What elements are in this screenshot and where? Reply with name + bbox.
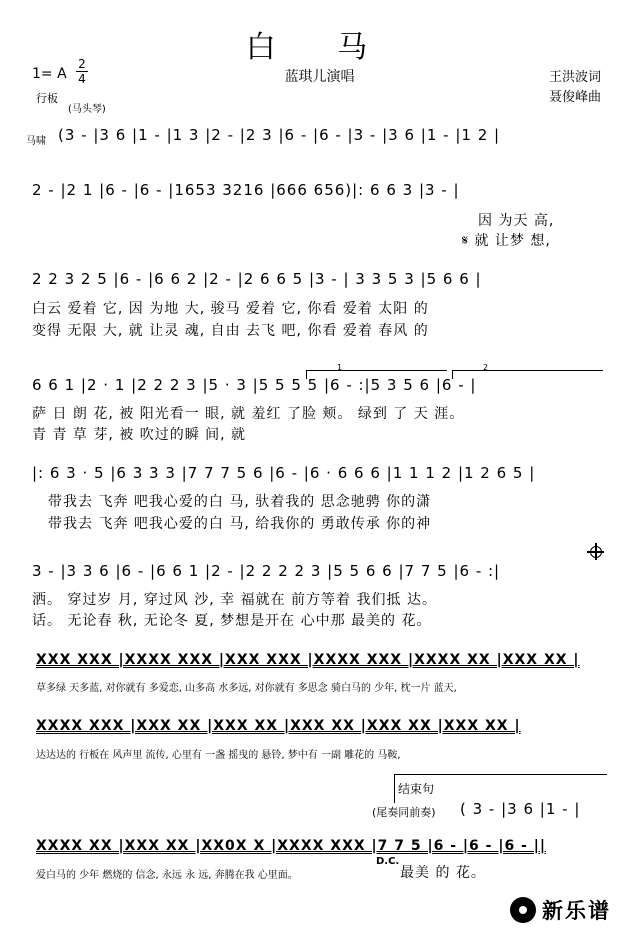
rhythm-line-9: XXXX XX |XXX XX |XX0X X |XXXX XXX |7 7 5 |6 - |6 - |6 - || (36, 838, 546, 854)
ending-note: (尾奏同前奏) (372, 806, 436, 819)
lyric-line-3a: 白云 爱着 它, 因 为地 大, 骏马 爱着 它, 你看 爱着 太阳 的 (32, 301, 429, 317)
ending-label: 结束句 (398, 782, 435, 796)
lyric-line-6a: 洒。 穿过岁 月, 穿过风 沙, 幸 福就在 前方等着 我们抵 达。 (32, 592, 437, 608)
lyric-line-8: 达达达的 行板在 风声里 流传, 心里有 一盏 摇曳的 悬铃, 梦中有 一副 雕花的 马鞍, (36, 750, 401, 761)
lyric-line-5a: 带我去 飞奔 吧我心爱的白 马, 驮着我的 思念驰骋 你的潇 (48, 494, 432, 510)
record-disc-icon (510, 897, 536, 923)
neigh-label: 马啸 (26, 136, 46, 147)
time-signature-top: 2 (78, 57, 86, 71)
lyric-line-4b: 青 青 草 芽, 被 吹过的瞬 间, 就 (32, 427, 247, 443)
lyric-line-3b: 变得 无限 大, 就 让灵 魂, 自由 去飞 吧, 你看 爱着 春风 的 (32, 323, 429, 339)
site-logo (510, 895, 611, 925)
composer-credit: 聂俊峰曲 (548, 90, 601, 105)
lyric-line-9: 爱白马的 少年 燃烧的 信念, 永远 永 远, 奔腾在我 心里面。 (36, 870, 298, 881)
score-line-1: (3 - |3 6 |1 - |1 3 |2 - |2 3 |6 - |6 - |3 - |3 6 |1 - |1 2 | (58, 126, 501, 144)
ending-notes: ( 3 - |3 6 |1 - | (460, 800, 581, 818)
score-line-5: |: 6 3 · 5 |6 3 3 3 |7 7 7 5 6 |6 - |6 · 6 6 6 |1 1 1 2 |1 2 6 5 | (32, 464, 536, 482)
time-signature-bottom: 4 (78, 72, 86, 86)
first-ending-number: 1 (337, 363, 343, 372)
lyric-line-4a: 萨 日 朗 花, 被 阳光看一 眼, 就 羞红 了脸 颊。 绿到 了 天 涯。 (32, 406, 465, 422)
lyricist-credit: 王洪波词 (548, 70, 601, 85)
score-line-2: 2 - |2 1 |6 - |6 - |1653 3216 |666 656)|: 6 6 3 |3 - | (32, 181, 460, 199)
second-ending-number: 2 (483, 363, 489, 372)
coda-icon (590, 546, 602, 558)
singer-credit: 蓝琪儿演唱 (284, 69, 355, 85)
instrument-marking: (马头琴) (68, 104, 106, 115)
final-lyric: 最美 的 花。 (400, 865, 486, 881)
logo-text: 新乐谱 (542, 899, 611, 923)
dc-marking: D.C. (376, 856, 400, 867)
lyric-line-7: 草多绿 天多蓝, 对你就有 多爱恋, 山多高 水多远, 对你就有 多思念 骑白马的 少年, 枕一片 蓝天, (36, 683, 457, 694)
lyric-line-2a: 因 为天 高, (478, 213, 555, 229)
score-line-3: 2 2 3 2 5 |6 - |6 6 2 |2 - |2 6 6 5 |3 - | 3 3 5 3 |5 6 6 | (32, 270, 482, 288)
lyric-line-2b: 𝄋 就 让梦 想, (462, 233, 551, 249)
tempo-marking: 行板 (36, 92, 58, 105)
score-line-4: 6 6 1 |2 · 1 |2 2 2 3 |5 · 3 |5 5 5 5 |6 - :|5 3 5 6 |6 - | (32, 376, 477, 394)
page-title: 白 马 (245, 30, 394, 65)
lyric-line-6b: 话。 无论春 秋, 无论冬 夏, 梦想是开在 心中那 最美的 花。 (32, 613, 432, 629)
time-signature (76, 58, 88, 85)
rhythm-line-7: XXX XXX |XXXX XXX |XXX XXX |XXXX XXX |XXXX XX |XXX XX | (36, 652, 580, 668)
score-line-6: 3 - |3 3 6 |6 - |6 6 1 |2 - |2 2 2 2 3 |5 5 6 6 |7 7 5 |6 - :| (32, 562, 501, 580)
key-signature: 1= A (32, 66, 67, 82)
rhythm-line-8: XXXX XXX |XXX XX |XXX XX |XXX XX |XXX XX |XXX XX | (36, 718, 521, 734)
lyric-line-5b: 带我去 飞奔 吧我心爱的白 马, 给我你的 勇敢传承 你的神 (48, 516, 432, 532)
